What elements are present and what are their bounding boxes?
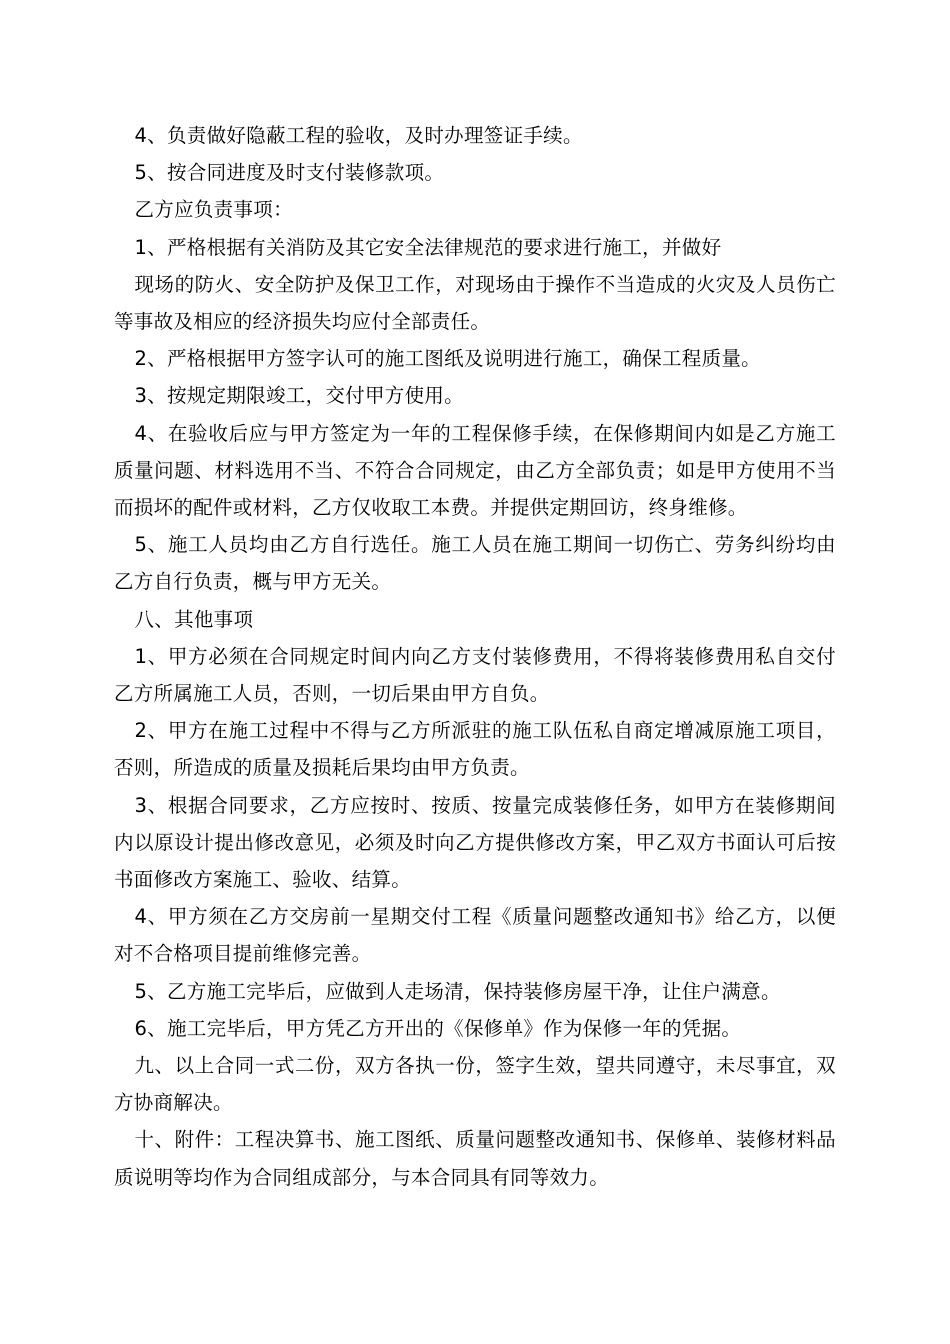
paragraph-section-8-item-3: 3、根据合同要求，乙方应按时、按质、按量完成装修任务，如甲方在装修期间内以原设计提出修改意见，必须及时向乙方提供修改方案，甲乙双方书面认可后按书面修改方案施工、验收、结算。 [114,793,836,892]
paragraph-section-9: 九、以上合同一式二份，双方各执一份，签字生效，望共同遵守，未尽事宜，双方协商解决。 [114,1054,836,1115]
paragraph-party-b-item-4: 4、在验收后应与甲方签定为一年的工程保修手续，在保修期间内如是乙方施工质量问题、材料选用不当、不符合合同规定，由乙方全部负责；如是甲方使用不当而损坏的配件或材料，乙方仅收取工本费。并提供定期回访，终身维修。 [114,421,836,520]
paragraph-section-10: 十、附件：工程决算书、施工图纸、质量问题整改通知书、保修单、装修材料品质说明等均作为合同组成部分，与本合同具有同等效力。 [114,1128,836,1189]
paragraph-party-b-item-1: 1、严格根据有关消防及其它安全法律规范的要求进行施工，并做好 [134,235,722,259]
paragraph-party-b-item-1-continued: 现场的防火、安全防护及保卫工作，对现场由于操作不当造成的火灾及人员伤亡等事故及相应的经济损失均应付全部责任。 [114,272,836,334]
paragraph-section-8-item-1: 1、甲方必须在合同规定时间内向乙方支付装修费用，不得将装修费用私自交付乙方所属施工人员，否则，一切后果由甲方自负。 [114,644,836,706]
heading-party-b-responsibilities: 乙方应负责事项： [134,198,293,222]
paragraph-section-8-item-5: 5、乙方施工完毕后，应做到人走场清，保持装修房屋干净，让住户满意。 [134,979,781,1003]
paragraph-section-8-item-6: 6、施工完毕后，甲方凭乙方开出的《保修单》作为保修一年的凭据。 [134,1016,742,1040]
paragraph-party-a-item-5: 5、按合同进度及时支付装修款项。 [134,161,445,185]
paragraph-party-b-item-5: 5、施工人员均由乙方自行选任。施工人员在施工期间一切伤亡、劳务纠纷均由乙方自行负责，概与甲方无关。 [114,533,836,594]
paragraph-section-8-item-4: 4、甲方须在乙方交房前一星期交付工程《质量问题整改通知书》给乙方，以便对不合格项目提前维修完善。 [114,905,836,966]
heading-section-8: 八、其他事项 [134,607,254,631]
contract-body [114,117,836,1196]
paragraph-section-8-item-2: 2、甲方在施工过程中不得与乙方所派驻的施工队伍私自商定增减原施工项目，否则，所造成的质量及损耗后果均由甲方负责。 [114,719,836,780]
paragraph-party-a-item-4: 4、负责做好隐蔽工程的验收，及时办理签证手续。 [134,124,583,147]
paragraph-party-b-item-3: 3、按规定期限竣工，交付甲方使用。 [134,384,464,408]
paragraph-party-b-item-2: 2、严格根据甲方签字认可的施工图纸及说明进行施工，确保工程质量。 [134,347,761,371]
